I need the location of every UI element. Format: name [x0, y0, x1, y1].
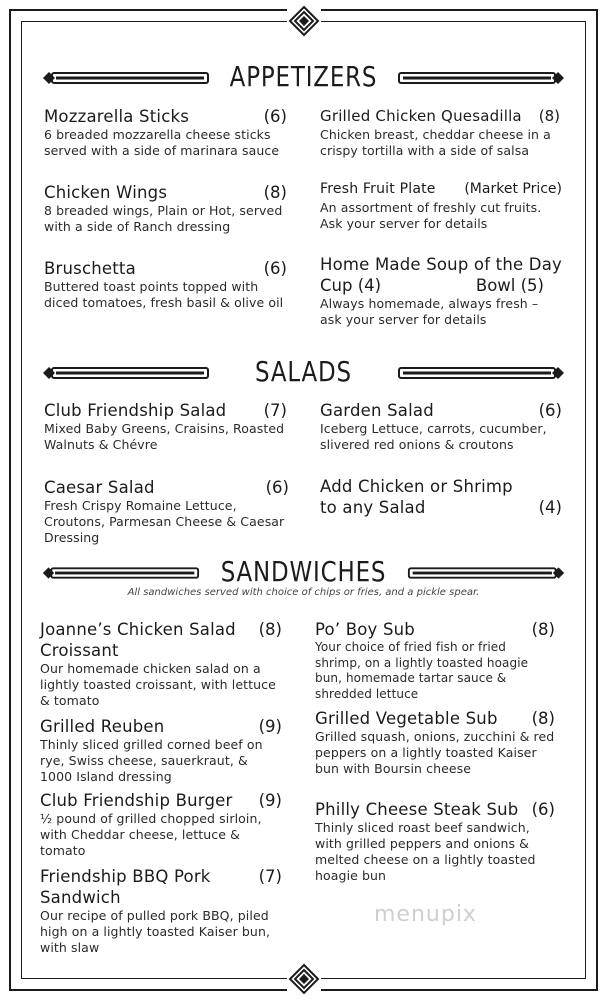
- appetizers-title: APPETIZERS: [229, 60, 378, 93]
- menu-item-fresh-fruit-plate: [320, 179, 562, 232]
- item-price: (6): [263, 107, 287, 126]
- header-bar-right-icon: [397, 365, 567, 381]
- item-price: (4): [538, 498, 562, 517]
- item-description: Mixed Baby Greens, Craisins, Roasted Walnuts & Chévre: [44, 421, 285, 452]
- appetizers-header: [40, 60, 567, 96]
- menu-item-bruschetta: [44, 258, 287, 311]
- menu-item-club-friendship-burger: [40, 790, 282, 859]
- item-price: (Market Price): [464, 181, 562, 197]
- item-price: (9): [258, 791, 282, 810]
- item-description: ½ pound of grilled chopped sirloin, with Cheddar cheese, lettuce & tomato: [40, 811, 262, 858]
- item-description: Our recipe of pulled pork BBQ, piled high on a lightly toasted Kaiser bun, with slaw: [40, 908, 271, 955]
- soup-bowl-price: Bowl (5): [475, 276, 544, 295]
- item-name: Garden Salad: [320, 401, 434, 420]
- item-name: Home Made Soup of the Day: [320, 255, 562, 274]
- item-name-line2: to any Salad: [320, 498, 426, 517]
- menu-item-garden-salad: [320, 400, 562, 453]
- item-name: Grilled Reuben: [40, 717, 165, 736]
- item-price: (6): [265, 478, 289, 497]
- menu-item-mozzarella-sticks: [44, 106, 287, 159]
- item-description: Grilled squash, onions, zucchini & red peppers on a lightly toasted Kaiser bun with Boursin cheese: [315, 729, 555, 776]
- item-description: 8 breaded wings, Plain or Hot, served with a side of Ranch dressing: [44, 203, 283, 234]
- item-name: Chicken Wings: [44, 183, 168, 202]
- salads-title: SALADS: [255, 355, 352, 388]
- header-bar-right-icon: [397, 70, 567, 86]
- item-description: 6 breaded mozzarella cheese sticks served with a side of marinara sauce: [44, 127, 280, 158]
- item-name: Po’ Boy Sub: [315, 620, 415, 639]
- item-price: (8): [531, 709, 555, 728]
- item-description: An assortment of freshly cut fruits. Ask your server for details: [320, 200, 542, 231]
- item-price: (8): [531, 620, 555, 639]
- item-price: (6): [531, 800, 555, 819]
- menu-item-caesar-salad: [44, 477, 289, 546]
- menu-item-po-boy-sub: [315, 619, 555, 702]
- item-name: Add Chicken or Shrimp: [320, 477, 513, 496]
- sandwiches-title: SANDWICHES: [220, 555, 387, 588]
- menu-item-add-chicken-or-shrimp: [320, 476, 562, 518]
- sandwiches-note: All sandwiches served with choice of chips or fries, and a pickle spear.: [127, 587, 480, 598]
- menu-item-grilled-reuben: [40, 716, 282, 785]
- item-name: Fresh Fruit Plate: [320, 181, 436, 197]
- item-name: Club Friendship Salad: [44, 401, 227, 420]
- item-description: Buttered toast points topped with diced tomatoes, fresh basil & olive oil: [44, 279, 284, 310]
- item-description: Fresh Crispy Romaine Lettuce, Croutons, Parmesan Cheese & Caesar Dressing: [44, 498, 285, 545]
- soup-cup-price: Cup (4): [320, 276, 382, 295]
- bottom-ornament-icon: [287, 962, 321, 996]
- item-name: Grilled Chicken Quesadilla: [320, 107, 522, 125]
- item-price: (8): [538, 107, 560, 125]
- item-description: Chicken breast, cheddar cheese in a crispy tortilla with a side of salsa: [320, 127, 551, 158]
- menu-item-chicken-salad-croissant: [40, 619, 282, 709]
- item-name-line2: Croissant: [40, 641, 119, 660]
- item-price: (7): [258, 867, 282, 886]
- item-name: Joanne’s Chicken Salad: [40, 620, 236, 639]
- menu-item-grilled-vegetable-sub: [315, 708, 555, 777]
- item-price: (6): [263, 259, 287, 278]
- item-price: (7): [263, 401, 287, 420]
- item-price: (9): [258, 717, 282, 736]
- item-description: Thinly sliced grilled corned beef on rye, Swiss cheese, sauerkraut, & 1000 Island dressing: [40, 737, 263, 784]
- menupix-watermark: menupix: [374, 902, 477, 927]
- menu-item-chicken-wings: [44, 182, 287, 235]
- top-ornament-icon: [287, 4, 321, 38]
- menu-item-club-friendship-salad: [44, 400, 287, 453]
- item-name: Caesar Salad: [44, 478, 155, 497]
- sandwiches-header: [40, 555, 567, 591]
- item-description: Thinly sliced roast beef sandwich, with grilled peppers and onions & melted cheese on a lightly toasted hoagie bun: [315, 820, 536, 883]
- item-price: (8): [258, 620, 282, 639]
- item-name: Grilled Vegetable Sub: [315, 709, 498, 728]
- menu-item-soup-of-the-day: [320, 254, 562, 328]
- salads-header: [40, 355, 567, 391]
- item-name: Bruschetta: [44, 259, 136, 278]
- item-price: (8): [263, 183, 287, 202]
- item-description: Our homemade chicken salad on a lightly toasted croissant, with lettuce & tomato: [40, 661, 276, 708]
- item-name: Mozzarella Sticks: [44, 107, 190, 126]
- item-name-line2: Sandwich: [40, 888, 121, 907]
- item-name: Friendship BBQ Pork: [40, 867, 211, 886]
- item-name: Club Friendship Burger: [40, 791, 233, 810]
- menu-item-bbq-pork-sandwich: [40, 866, 282, 956]
- header-bar-right-icon: [407, 565, 567, 581]
- item-description: Always homemade, always fresh – ask your server for details: [320, 296, 539, 327]
- item-price: (6): [538, 401, 562, 420]
- item-description: Your choice of fried fish or fried shrimp, on a lightly toasted hoagie bun, homemade tartar sauce & shredded lettuce: [315, 640, 529, 701]
- item-description: Iceberg Lettuce, carrots, cucumber, slivered red onions & croutons: [320, 421, 547, 452]
- menu-item-grilled-chicken-quesadilla: [320, 106, 560, 159]
- menu-item-philly-cheese-steak-sub: [315, 799, 555, 884]
- item-name: Philly Cheese Steak Sub: [315, 800, 519, 819]
